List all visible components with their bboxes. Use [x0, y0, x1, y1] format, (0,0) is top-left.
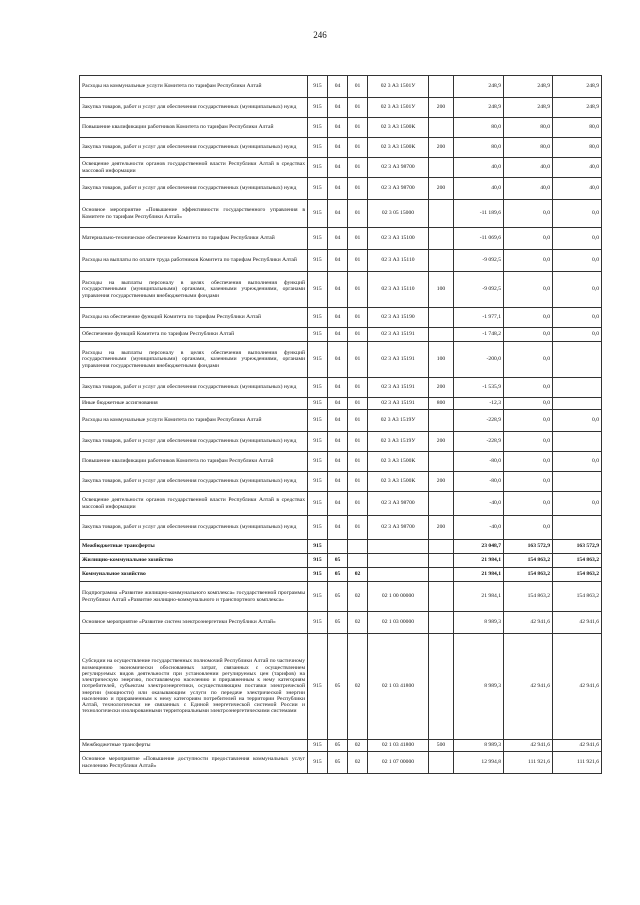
- row-amount-year-3: [553, 378, 602, 398]
- table-row: [80, 342, 602, 378]
- row-amount-year-3: 0,0: [553, 328, 602, 342]
- row-expense-type: [429, 752, 454, 774]
- row-amount-year-3: 248,9: [553, 76, 602, 98]
- row-amount-year-1: 40,0: [454, 178, 504, 200]
- table-row: [80, 516, 602, 540]
- row-grbs-code: 915: [308, 178, 328, 200]
- row-amount-year-2: 0,0: [504, 398, 553, 410]
- row-subsection-code: 01: [348, 178, 368, 200]
- row-subsection-code: 01: [348, 200, 368, 228]
- row-grbs-code: 915: [308, 158, 328, 178]
- table-row: [80, 740, 602, 752]
- row-grbs-code: 915: [308, 554, 328, 568]
- row-amount-year-2: 0,0: [504, 452, 553, 472]
- row-section-code: 04: [328, 308, 348, 328]
- row-amount-year-2: 111 921,6: [504, 752, 553, 774]
- row-name: Расходы на коммунальные услуги Комитета по тарифам Республики Алтай: [80, 76, 308, 98]
- row-target-article: 02 3 А3 1501У: [368, 98, 429, 118]
- row-target-article: 02 3 А3 98700: [368, 492, 429, 516]
- row-subsection-code: [348, 554, 368, 568]
- row-amount-year-3: 40,0: [553, 158, 602, 178]
- row-name: Освещение деятельности органов государственной власти Республики Алтай в средствах массовой информации: [80, 492, 308, 516]
- row-target-article: 02 3 А3 1500К: [368, 118, 429, 138]
- row-expense-type: 200: [429, 472, 454, 492]
- row-expense-type: 100: [429, 272, 454, 308]
- row-amount-year-1: -11 069,6: [454, 228, 504, 250]
- table-row: [80, 200, 602, 228]
- row-subsection-code: 02: [348, 612, 368, 634]
- row-name: Расходы на выплаты персоналу в целях обеспечения выполнения функций государственными (муниципальными) органами, казенными учреждениями, органами управления государственными внебюджетными фондами: [80, 272, 308, 308]
- row-subsection-code: 01: [348, 516, 368, 540]
- row-name: Повышение квалификации работников Комитета по тарифам Республики Алтай: [80, 118, 308, 138]
- row-amount-year-2: 0,0: [504, 472, 553, 492]
- row-amount-year-1: 23 048,7: [454, 540, 504, 554]
- row-expense-type: [429, 634, 454, 740]
- row-name: Закупка товаров, работ и услуг для обеспечения государственных (муниципальных) нужд: [80, 432, 308, 452]
- row-amount-year-3: 0,0: [553, 452, 602, 472]
- row-grbs-code: 915: [308, 612, 328, 634]
- row-section-code: 04: [328, 328, 348, 342]
- row-name: Расходы на коммунальные услуги Комитета по тарифам Республики Алтай: [80, 410, 308, 432]
- table-row: [80, 308, 602, 328]
- row-amount-year-1: 12 994,8: [454, 752, 504, 774]
- row-amount-year-1: -9 092,5: [454, 250, 504, 272]
- row-target-article: 02 1 03 00000: [368, 612, 429, 634]
- row-amount-year-1: 21 984,1: [454, 568, 504, 582]
- row-section-code: 04: [328, 118, 348, 138]
- row-amount-year-3: 42 941,6: [553, 634, 602, 740]
- row-amount-year-1: -228,9: [454, 432, 504, 452]
- row-expense-type: [429, 554, 454, 568]
- row-target-article: 02 3 А3 1500К: [368, 472, 429, 492]
- table-row: [80, 472, 602, 492]
- row-amount-year-1: -200,0: [454, 342, 504, 378]
- row-subsection-code: [348, 540, 368, 554]
- row-amount-year-1: -9 092,5: [454, 272, 504, 308]
- row-amount-year-3: [553, 516, 602, 540]
- row-amount-year-2: 154 863,2: [504, 582, 553, 612]
- row-expense-type: 200: [429, 98, 454, 118]
- row-section-code: 04: [328, 452, 348, 472]
- row-subsection-code: 02: [348, 752, 368, 774]
- table-row: [80, 138, 602, 158]
- row-name: Межбюджетные трансферты: [80, 740, 308, 752]
- row-amount-year-3: 248,9: [553, 98, 602, 118]
- row-subsection-code: 01: [348, 138, 368, 158]
- table-row: [80, 228, 602, 250]
- row-expense-type: [429, 540, 454, 554]
- row-amount-year-3: [553, 432, 602, 452]
- row-expense-type: 200: [429, 516, 454, 540]
- row-grbs-code: 915: [308, 398, 328, 410]
- row-name: Иные бюджетные ассигнования: [80, 398, 308, 410]
- row-grbs-code: 915: [308, 378, 328, 398]
- row-expense-type: [429, 328, 454, 342]
- row-subsection-code: 01: [348, 378, 368, 398]
- row-name: Основное мероприятие «Повышение доступности предоставления коммунальных услуг населению Республики Алтай»: [80, 752, 308, 774]
- row-section-code: 04: [328, 76, 348, 98]
- table-row: [80, 118, 602, 138]
- row-amount-year-3: 0,0: [553, 272, 602, 308]
- row-target-article: 02 3 А3 15191: [368, 398, 429, 410]
- row-amount-year-1: -1 977,1: [454, 308, 504, 328]
- table-row: [80, 328, 602, 342]
- row-grbs-code: 915: [308, 138, 328, 158]
- row-subsection-code: 01: [348, 272, 368, 308]
- row-grbs-code: 915: [308, 740, 328, 752]
- row-section-code: 04: [328, 472, 348, 492]
- row-name: Обеспечение функций Комитета по тарифам Республики Алтай: [80, 328, 308, 342]
- table-row: [80, 554, 602, 568]
- row-target-article: [368, 554, 429, 568]
- row-target-article: 02 3 А3 15191: [368, 378, 429, 398]
- row-amount-year-3: 0,0: [553, 492, 602, 516]
- table-row: [80, 76, 602, 98]
- row-section-code: 04: [328, 410, 348, 432]
- table-row: [80, 158, 602, 178]
- row-expense-type: 200: [429, 138, 454, 158]
- row-subsection-code: 02: [348, 740, 368, 752]
- row-amount-year-2: 248,9: [504, 76, 553, 98]
- table-row: [80, 582, 602, 612]
- row-expense-type: 100: [429, 342, 454, 378]
- row-subsection-code: 02: [348, 634, 368, 740]
- row-target-article: [368, 540, 429, 554]
- row-amount-year-1: 21 984,1: [454, 554, 504, 568]
- table-row: [80, 98, 602, 118]
- row-grbs-code: 915: [308, 568, 328, 582]
- row-amount-year-2: 0,0: [504, 432, 553, 452]
- row-grbs-code: 915: [308, 76, 328, 98]
- row-amount-year-2: 154 863,2: [504, 554, 553, 568]
- row-subsection-code: 01: [348, 472, 368, 492]
- row-amount-year-3: 40,0: [553, 178, 602, 200]
- row-subsection-code: 01: [348, 398, 368, 410]
- row-amount-year-1: 8 989,3: [454, 612, 504, 634]
- row-amount-year-3: 154 863,2: [553, 554, 602, 568]
- row-section-code: 05: [328, 612, 348, 634]
- row-section-code: 04: [328, 516, 348, 540]
- row-grbs-code: 915: [308, 540, 328, 554]
- row-expense-type: 200: [429, 178, 454, 200]
- row-subsection-code: 02: [348, 582, 368, 612]
- row-amount-year-2: 42 941,6: [504, 740, 553, 752]
- row-amount-year-3: 0,0: [553, 410, 602, 432]
- row-expense-type: [429, 410, 454, 432]
- row-section-code: 04: [328, 342, 348, 378]
- row-amount-year-1: 80,0: [454, 118, 504, 138]
- row-amount-year-2: 80,0: [504, 118, 553, 138]
- row-amount-year-2: 80,0: [504, 138, 553, 158]
- row-amount-year-2: 0,0: [504, 250, 553, 272]
- row-amount-year-1: 80,0: [454, 138, 504, 158]
- row-amount-year-2: 0,0: [504, 308, 553, 328]
- row-name: Освещение деятельности органов государственной власти Республики Алтай в средствах массовой информации: [80, 158, 308, 178]
- row-amount-year-1: -1 748,2: [454, 328, 504, 342]
- row-amount-year-3: [553, 398, 602, 410]
- row-grbs-code: 915: [308, 752, 328, 774]
- row-expense-type: [429, 200, 454, 228]
- row-grbs-code: 915: [308, 634, 328, 740]
- row-expense-type: [429, 452, 454, 472]
- row-amount-year-2: 42 941,6: [504, 634, 553, 740]
- row-expense-type: [429, 582, 454, 612]
- row-section-code: 04: [328, 432, 348, 452]
- row-amount-year-2: 0,0: [504, 200, 553, 228]
- row-target-article: 02 3 А3 1501У: [368, 76, 429, 98]
- row-section-code: [328, 540, 348, 554]
- row-target-article: [368, 568, 429, 582]
- row-target-article: 02 3 А3 1500К: [368, 138, 429, 158]
- row-amount-year-1: -228,9: [454, 410, 504, 432]
- row-section-code: 04: [328, 158, 348, 178]
- row-name: Основное мероприятие «Повышение эффективности государственного управления в Комитете по тарифам Республики Алтай»: [80, 200, 308, 228]
- row-expense-type: [429, 612, 454, 634]
- row-amount-year-2: 0,0: [504, 410, 553, 432]
- row-subsection-code: 01: [348, 228, 368, 250]
- table-row: [80, 378, 602, 398]
- row-amount-year-1: -40,0: [454, 516, 504, 540]
- row-subsection-code: 01: [348, 98, 368, 118]
- row-name: Закупка товаров, работ и услуг для обеспечения государственных (муниципальных) нужд: [80, 516, 308, 540]
- row-amount-year-1: -80,0: [454, 472, 504, 492]
- row-target-article: 02 3 А3 98700: [368, 158, 429, 178]
- row-target-article: 02 1 03 41800: [368, 634, 429, 740]
- row-target-article: 02 3 А3 98700: [368, 516, 429, 540]
- budget-table: [79, 75, 602, 774]
- row-amount-year-2: 0,0: [504, 516, 553, 540]
- row-amount-year-1: 40,0: [454, 158, 504, 178]
- row-amount-year-3: 80,0: [553, 138, 602, 158]
- row-expense-type: 800: [429, 398, 454, 410]
- row-grbs-code: 915: [308, 272, 328, 308]
- row-section-code: 05: [328, 740, 348, 752]
- row-expense-type: [429, 158, 454, 178]
- row-name: Коммунальное хозяйство: [80, 568, 308, 582]
- row-grbs-code: 915: [308, 200, 328, 228]
- row-grbs-code: 915: [308, 308, 328, 328]
- row-amount-year-1: -12,3: [454, 398, 504, 410]
- table-row: [80, 432, 602, 452]
- row-subsection-code: 01: [348, 250, 368, 272]
- row-amount-year-3: 0,0: [553, 200, 602, 228]
- row-name: Расходы на выплаты персоналу в целях обеспечения выполнения функций государственными (муниципальными) органами, казенными учреждениями, органами управления государственными внебюджетными фондами: [80, 342, 308, 378]
- row-grbs-code: 915: [308, 582, 328, 612]
- row-subsection-code: 01: [348, 76, 368, 98]
- row-section-code: 04: [328, 98, 348, 118]
- row-amount-year-2: 248,9: [504, 98, 553, 118]
- row-section-code: 04: [328, 228, 348, 250]
- row-grbs-code: 915: [308, 492, 328, 516]
- row-amount-year-3: 163 572,9: [553, 540, 602, 554]
- row-name: Субсидии на осуществление государственных полномочий Республики Алтай по частичному возмещению экономически обоснованных затрат, связанных с осуществлением регулируемых видов деятельности при установлении регулируемых цен (тарифов) на электрическую энергию, поставляемую населению и приравненным к нему категориям потребителей, субъектам электроэнергетики, осуществляющим поставки электрической энергии (мощности) или оказывающим услуги по передаче электрической энергии населению и приравненным к нему категориям потребителей на территории Республики Алтай, технологически не связанных с Единой энергетической системой России и технологически изолированными территориальными электроэнергетическими системами: [80, 634, 308, 740]
- row-target-article: 02 3 А3 15190: [368, 308, 429, 328]
- row-amount-year-2: 0,0: [504, 378, 553, 398]
- row-expense-type: 500: [429, 740, 454, 752]
- row-amount-year-3: 0,0: [553, 250, 602, 272]
- row-amount-year-1: -1 535,9: [454, 378, 504, 398]
- row-amount-year-2: 0,0: [504, 272, 553, 308]
- row-grbs-code: 915: [308, 452, 328, 472]
- row-amount-year-3: 80,0: [553, 118, 602, 138]
- row-grbs-code: 915: [308, 328, 328, 342]
- row-expense-type: [429, 568, 454, 582]
- row-amount-year-1: 21 984,1: [454, 582, 504, 612]
- row-amount-year-3: [553, 342, 602, 378]
- row-subsection-code: 01: [348, 432, 368, 452]
- row-target-article: 02 3 А3 15110: [368, 250, 429, 272]
- row-amount-year-2: 0,0: [504, 492, 553, 516]
- row-section-code: 05: [328, 568, 348, 582]
- row-name: Расходы на выплаты по оплате труда работников Комитета по тарифам Республики Алтай: [80, 250, 308, 272]
- row-amount-year-3: 154 863,2: [553, 582, 602, 612]
- row-grbs-code: 915: [308, 98, 328, 118]
- row-subsection-code: 01: [348, 452, 368, 472]
- row-name: Закупка товаров, работ и услуг для обеспечения государственных (муниципальных) нужд: [80, 98, 308, 118]
- row-section-code: 05: [328, 554, 348, 568]
- row-amount-year-1: -80,0: [454, 452, 504, 472]
- page-number: 246: [313, 30, 327, 40]
- row-name: Подпрограмма «Развитие жилищно-коммунального комплекса» государственной программы Республики Алтай «Развитие жилищно-коммунального и транспортного комплекса»: [80, 582, 308, 612]
- table-row: [80, 540, 602, 554]
- row-amount-year-2: 42 941,6: [504, 612, 553, 634]
- row-section-code: 04: [328, 492, 348, 516]
- row-grbs-code: 915: [308, 250, 328, 272]
- row-amount-year-1: 248,9: [454, 76, 504, 98]
- row-amount-year-3: 42 941,6: [553, 740, 602, 752]
- row-section-code: 05: [328, 752, 348, 774]
- row-subsection-code: 01: [348, 328, 368, 342]
- row-name: Расходы на обеспечение функций Комитета по тарифам Республики Алтай: [80, 308, 308, 328]
- row-name: Повышение квалификации работников Комитета по тарифам Республики Алтай: [80, 452, 308, 472]
- table-row: [80, 410, 602, 432]
- row-section-code: 04: [328, 378, 348, 398]
- row-amount-year-2: 154 863,2: [504, 568, 553, 582]
- row-section-code: 05: [328, 634, 348, 740]
- row-amount-year-3: [553, 472, 602, 492]
- row-section-code: 04: [328, 200, 348, 228]
- table-row: [80, 272, 602, 308]
- row-name: Закупка товаров, работ и услуг для обеспечения государственных (муниципальных) нужд: [80, 138, 308, 158]
- row-name: Межбюджетные трансферты: [80, 540, 308, 554]
- row-amount-year-3: 42 941,6: [553, 612, 602, 634]
- row-amount-year-2: 163 572,9: [504, 540, 553, 554]
- row-amount-year-2: 0,0: [504, 342, 553, 378]
- row-target-article: 02 1 00 00000: [368, 582, 429, 612]
- table-row: [80, 452, 602, 472]
- table-row: [80, 492, 602, 516]
- row-target-article: 02 3 А3 15191: [368, 328, 429, 342]
- row-amount-year-3: 154 863,2: [553, 568, 602, 582]
- row-name: Жилищно-коммунальное хозяйство: [80, 554, 308, 568]
- row-subsection-code: 01: [348, 410, 368, 432]
- row-section-code: 04: [328, 250, 348, 272]
- row-expense-type: [429, 250, 454, 272]
- row-subsection-code: 02: [348, 568, 368, 582]
- row-expense-type: [429, 492, 454, 516]
- row-expense-type: [429, 308, 454, 328]
- row-subsection-code: 01: [348, 118, 368, 138]
- row-amount-year-1: -11 189,6: [454, 200, 504, 228]
- row-amount-year-2: 0,0: [504, 228, 553, 250]
- table-row: [80, 250, 602, 272]
- row-subsection-code: 01: [348, 158, 368, 178]
- row-amount-year-1: 8 989,3: [454, 634, 504, 740]
- row-subsection-code: 01: [348, 492, 368, 516]
- row-amount-year-3: 0,0: [553, 228, 602, 250]
- row-target-article: 02 3 А3 1519У: [368, 410, 429, 432]
- table-row: [80, 612, 602, 634]
- row-target-article: 02 3 А3 15100: [368, 228, 429, 250]
- row-amount-year-1: 248,9: [454, 98, 504, 118]
- table-row: [80, 752, 602, 774]
- row-amount-year-2: 40,0: [504, 158, 553, 178]
- row-target-article: 02 3 А3 15191: [368, 342, 429, 378]
- table-row: [80, 634, 602, 740]
- row-name: Закупка товаров, работ и услуг для обеспечения государственных (муниципальных) нужд: [80, 472, 308, 492]
- row-section-code: 04: [328, 178, 348, 200]
- row-expense-type: [429, 76, 454, 98]
- row-target-article: 02 1 03 41800: [368, 740, 429, 752]
- row-target-article: 02 3 А3 1500К: [368, 452, 429, 472]
- row-name: Материально-техническое обеспечение Комитета по тарифам Республики Алтай: [80, 228, 308, 250]
- table-row: [80, 398, 602, 410]
- row-section-code: 05: [328, 582, 348, 612]
- row-section-code: 04: [328, 272, 348, 308]
- row-expense-type: 200: [429, 432, 454, 452]
- row-grbs-code: 915: [308, 118, 328, 138]
- row-name: Закупка товаров, работ и услуг для обеспечения государственных (муниципальных) нужд: [80, 178, 308, 200]
- row-expense-type: 200: [429, 378, 454, 398]
- row-subsection-code: 01: [348, 308, 368, 328]
- row-amount-year-3: 111 921,6: [553, 752, 602, 774]
- table-row: [80, 568, 602, 582]
- row-subsection-code: 01: [348, 342, 368, 378]
- row-amount-year-2: 0,0: [504, 328, 553, 342]
- row-expense-type: [429, 228, 454, 250]
- row-amount-year-1: -40,0: [454, 492, 504, 516]
- row-target-article: 02 3 А3 15110: [368, 272, 429, 308]
- row-name: Закупка товаров, работ и услуг для обеспечения государственных (муниципальных) нужд: [80, 378, 308, 398]
- row-target-article: 02 3 05 15000: [368, 200, 429, 228]
- row-section-code: 04: [328, 398, 348, 410]
- row-grbs-code: 915: [308, 410, 328, 432]
- row-target-article: 02 1 07 00000: [368, 752, 429, 774]
- row-amount-year-3: 0,0: [553, 308, 602, 328]
- table-row: [80, 178, 602, 200]
- row-expense-type: [429, 118, 454, 138]
- row-target-article: 02 3 А3 98700: [368, 178, 429, 200]
- row-grbs-code: 915: [308, 516, 328, 540]
- row-grbs-code: 915: [308, 342, 328, 378]
- row-grbs-code: 915: [308, 228, 328, 250]
- row-name: Основное мероприятие «Развитие систем электроэнергетики Республики Алтай»: [80, 612, 308, 634]
- row-target-article: 02 3 А3 1519У: [368, 432, 429, 452]
- row-amount-year-2: 40,0: [504, 178, 553, 200]
- row-section-code: 04: [328, 138, 348, 158]
- row-amount-year-1: 8 989,3: [454, 740, 504, 752]
- row-grbs-code: 915: [308, 432, 328, 452]
- row-grbs-code: 915: [308, 472, 328, 492]
